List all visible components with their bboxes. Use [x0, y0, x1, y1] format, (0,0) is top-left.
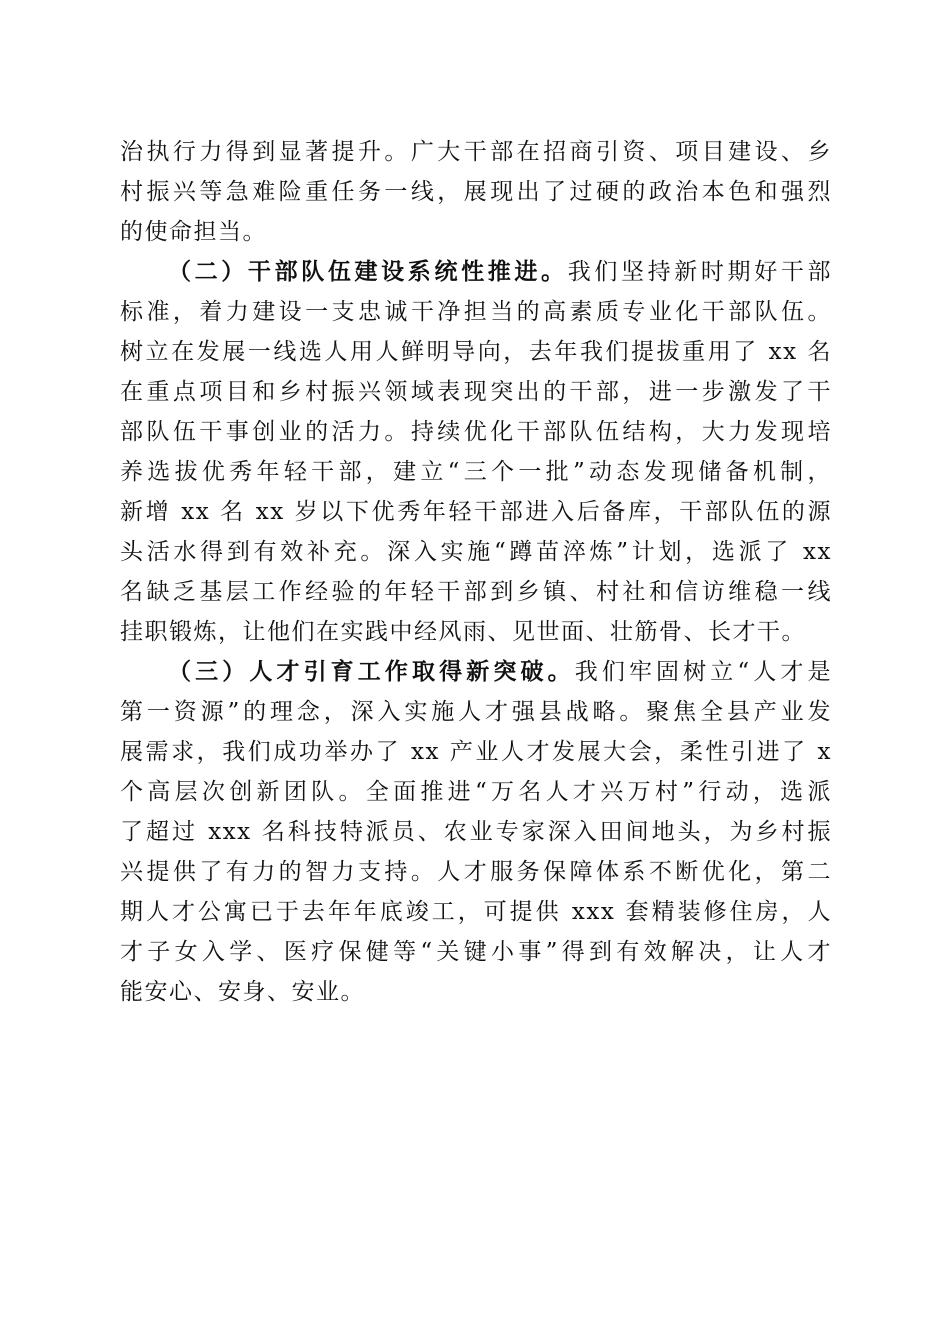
text-line-with-heading — [120, 252, 832, 292]
text-line: 挂职锻炼，让他们在实践中经风雨、见世面、壮筋骨、长才干。 — [120, 619, 806, 645]
text-line: 展需求，我们成功举办了 xx 产业人才发展大会，柔性引进了 x — [120, 739, 832, 765]
text-line: 个高层次创新团队。全面推进“万名人才兴万村”行动，选派 — [120, 779, 832, 805]
text-line: 能安心、安身、安业。 — [120, 979, 365, 1005]
text-line: 第一资源”的理念，深入实施人才强县战略。聚焦全县产业发 — [120, 699, 832, 725]
text-line: 标准，着力建设一支忠诚干净担当的高素质专业化干部队伍。 — [120, 299, 832, 325]
text-line: 名缺乏基层工作经验的年轻干部到乡镇、村社和信访维稳一线 — [120, 579, 832, 605]
paragraph-1 — [120, 132, 832, 252]
paragraph-2 — [120, 252, 832, 652]
section-heading-2: （二）干部队伍建设系统性推进。 — [168, 258, 568, 285]
text-line: 治执行力得到显著提升。广大干部在招商引资、项目建设、乡 — [120, 139, 832, 165]
section-heading-3: （三）人才引育工作取得新突破。 — [168, 658, 575, 685]
text-line: 了超过 xxx 名科技特派员、农业专家深入田间地头，为乡村振 — [120, 819, 832, 845]
text-line: 兴提供了有力的智力支持。人才服务保障体系不断优化，第二 — [120, 859, 832, 885]
text-line: 在重点项目和乡村振兴领域表现突出的干部，进一步激发了干 — [120, 379, 832, 405]
paragraph-3 — [120, 652, 832, 1012]
text-line: 期人才公寓已于去年年底竣工，可提供 xxx 套精装修住房，人 — [120, 899, 832, 925]
text-line: 才子女入学、医疗保健等“关键小事”得到有效解决，让人才 — [120, 939, 832, 965]
text-line: 的使命担当。 — [120, 219, 267, 245]
text-line: 新增 xx 名 xx 岁以下优秀年轻干部进入后备库，干部队伍的源 — [120, 499, 832, 525]
text-line: 我们牢固树立“人才是 — [574, 659, 833, 685]
text-line: 村振兴等急难险重任务一线，展现出了过硬的政治本色和强烈 — [120, 179, 832, 205]
text-line: 树立在发展一线选人用人鲜明导向，去年我们提拔重用了 xx 名 — [120, 339, 832, 365]
text-line: 头活水得到有效补充。深入实施“蹲苗淬炼”计划，选派了 xx — [120, 539, 832, 565]
text-line: 养选拔优秀年轻干部，建立“三个一批”动态发现储备机制， — [120, 459, 832, 485]
text-line-with-heading — [120, 652, 832, 692]
text-line: 部队伍干事创业的活力。持续优化干部队伍结构，大力发现培 — [120, 419, 832, 445]
text-line: 我们坚持新时期好干部 — [567, 259, 833, 285]
document-body — [120, 132, 832, 1012]
